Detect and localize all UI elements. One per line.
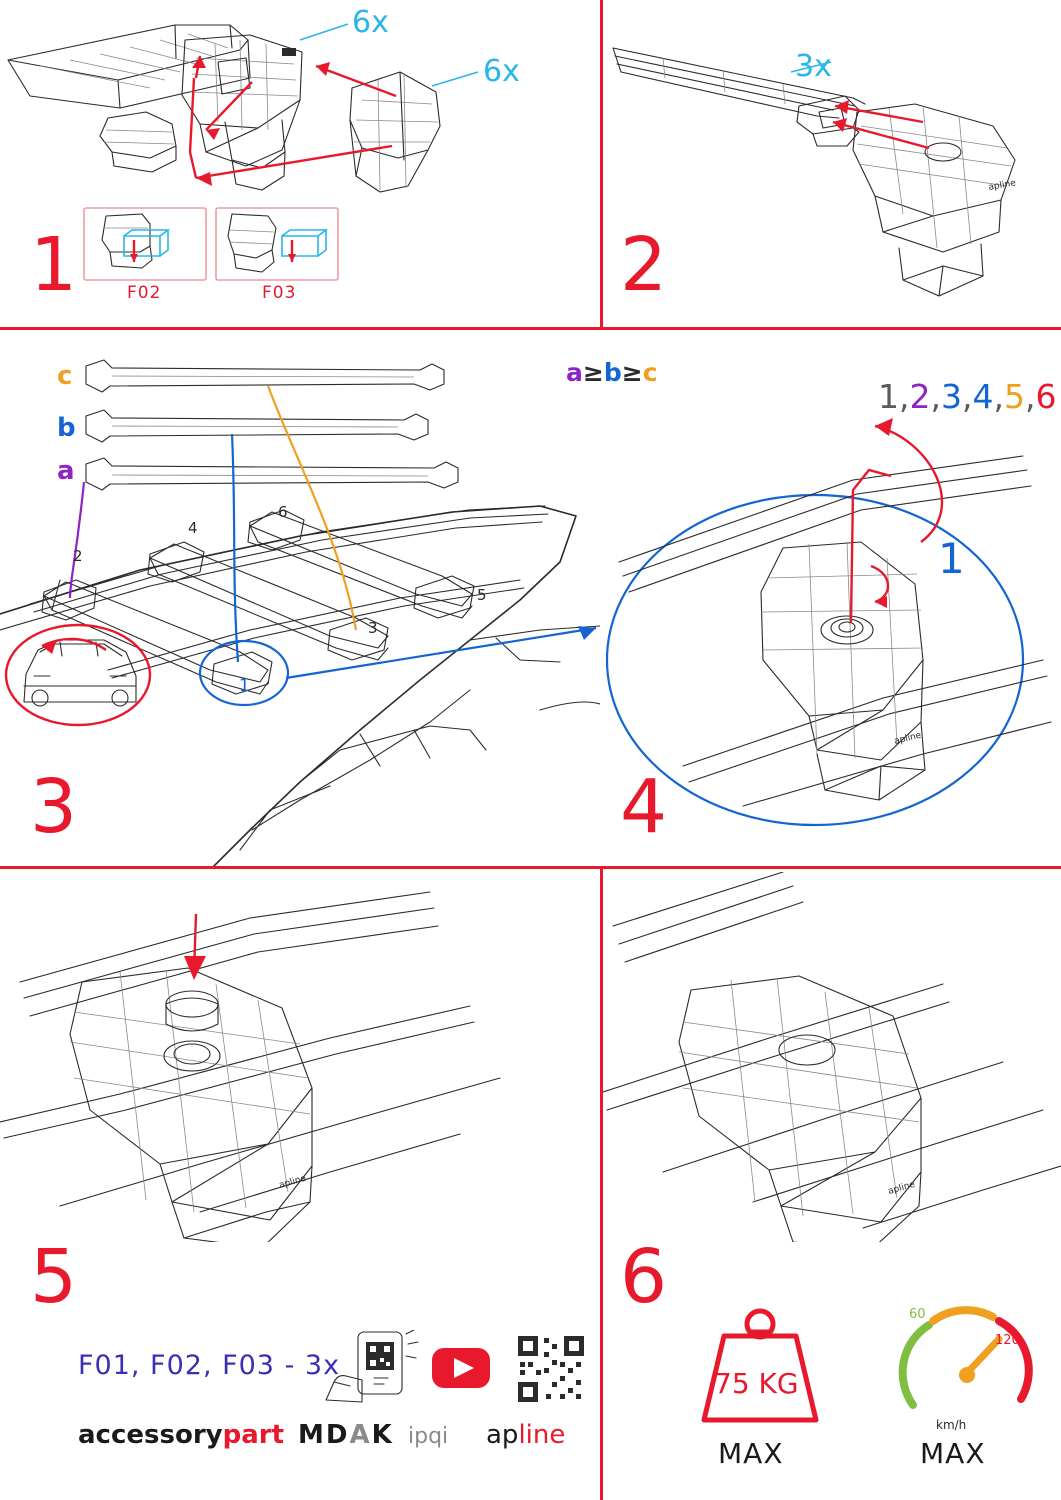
step-number-5: 5 xyxy=(30,1234,76,1320)
weight-limit-value: 75 KG xyxy=(714,1367,799,1400)
brand-mdak-tail: K xyxy=(371,1420,394,1450)
order-sep-2: , xyxy=(930,377,941,416)
order-item-1: 1 xyxy=(878,377,899,416)
divider-horizontal-2 xyxy=(0,866,1061,869)
step-number-3: 3 xyxy=(30,764,76,850)
brand-mdak-text: MD xyxy=(298,1420,350,1450)
brand-apline-text: ap xyxy=(486,1420,519,1450)
cap-install-detail xyxy=(0,892,500,1242)
order-item-5: 5 xyxy=(1004,377,1025,416)
step-number-4: 4 xyxy=(620,764,666,850)
step-number-6: 6 xyxy=(620,1234,666,1320)
part-label-f03: F03 xyxy=(262,283,297,303)
brand-mdak xyxy=(298,1422,394,1448)
panel-1-illustration xyxy=(0,0,600,327)
inequality-op-2: ≥ xyxy=(621,358,643,387)
order-item-4: 4 xyxy=(972,377,994,416)
clamp-detail xyxy=(619,418,1051,806)
bar-label-c: c xyxy=(57,361,73,391)
brand-accessorypart-text: accessory xyxy=(78,1420,223,1450)
mount-number-2: 2 xyxy=(73,547,83,565)
order-item-6: 6 xyxy=(1035,377,1057,416)
panel-3-illustration xyxy=(0,330,600,866)
speed-unit-label: km/h xyxy=(936,1418,967,1432)
order-item-2: 2 xyxy=(909,377,931,416)
panel-6-illustration xyxy=(603,872,1061,1242)
quantity-label-3x: 3x xyxy=(795,49,832,84)
order-item-3: 3 xyxy=(941,377,962,416)
quantity-label-6x-side: 6x xyxy=(483,54,520,89)
cap-installed-detail xyxy=(603,872,1061,1242)
qr-scan-hand-icon xyxy=(326,1330,418,1402)
order-sep-5: , xyxy=(1025,377,1036,416)
brand-mdak-highlight: A xyxy=(349,1420,372,1450)
roof-bar-with-rail xyxy=(613,48,1017,296)
brand-ipqi: ipqi xyxy=(408,1424,449,1449)
weight-max-label: MAX xyxy=(718,1437,784,1470)
inequality-c: c xyxy=(642,358,658,387)
order-sep-4: , xyxy=(993,377,1004,416)
speed-min-label: 60 xyxy=(909,1307,926,1322)
brand-apline-highlight: line xyxy=(518,1420,566,1450)
order-sep-1: , xyxy=(899,377,910,416)
part-codes-label: F01, F02, F03 - 3x xyxy=(78,1350,341,1381)
youtube-icon xyxy=(432,1348,490,1388)
mount-number-4: 4 xyxy=(188,519,198,537)
mount-number-6: 6 xyxy=(278,503,288,521)
qr-code-icon xyxy=(516,1334,586,1404)
inequality-b: b xyxy=(603,358,622,387)
speed-max-caption: MAX xyxy=(920,1437,986,1470)
vehicle-front-direction-inset xyxy=(6,625,150,725)
end-cover-piece xyxy=(350,72,440,192)
bar-label-b: b xyxy=(57,413,76,443)
brand-mark-apline-6: apline xyxy=(887,1179,917,1197)
quantity-label-6x-top: 6x xyxy=(352,5,389,40)
panel-5-illustration xyxy=(0,872,600,1242)
mount-number-1: 1 xyxy=(239,676,250,696)
inequality-op-1: ≥ xyxy=(582,358,604,387)
brand-accessorypart xyxy=(78,1422,284,1448)
brand-accessorypart-highlight: part xyxy=(222,1420,285,1450)
tightening-order-sequence xyxy=(878,377,1057,416)
weight-limit-icon xyxy=(690,1300,830,1430)
order-sep-3: , xyxy=(962,377,973,416)
bar-label-a: a xyxy=(57,456,75,486)
loose-crossbars xyxy=(86,360,458,490)
mount-number-5: 5 xyxy=(477,586,487,604)
brand-apline xyxy=(486,1422,565,1448)
callout-number-1: 1 xyxy=(938,534,965,583)
brand-logos-row xyxy=(78,1418,578,1458)
panel-2-illustration xyxy=(603,0,1061,327)
footer-icons xyxy=(320,1330,590,1410)
brand-mark-apline-5: apline xyxy=(278,1173,308,1191)
brand-mark-apline: apline xyxy=(987,178,1017,193)
inequality-a: a xyxy=(566,358,583,387)
speed-max-label: 120 xyxy=(995,1333,1020,1348)
brand-mark-apline-4: apline xyxy=(893,730,923,747)
step-number-1: 1 xyxy=(30,222,76,308)
mounted-crossbars xyxy=(42,510,474,694)
inset-pads xyxy=(84,208,338,280)
mount-number-3: 3 xyxy=(368,619,378,637)
step-number-2: 2 xyxy=(620,222,666,308)
part-label-f02: F02 xyxy=(127,283,162,303)
